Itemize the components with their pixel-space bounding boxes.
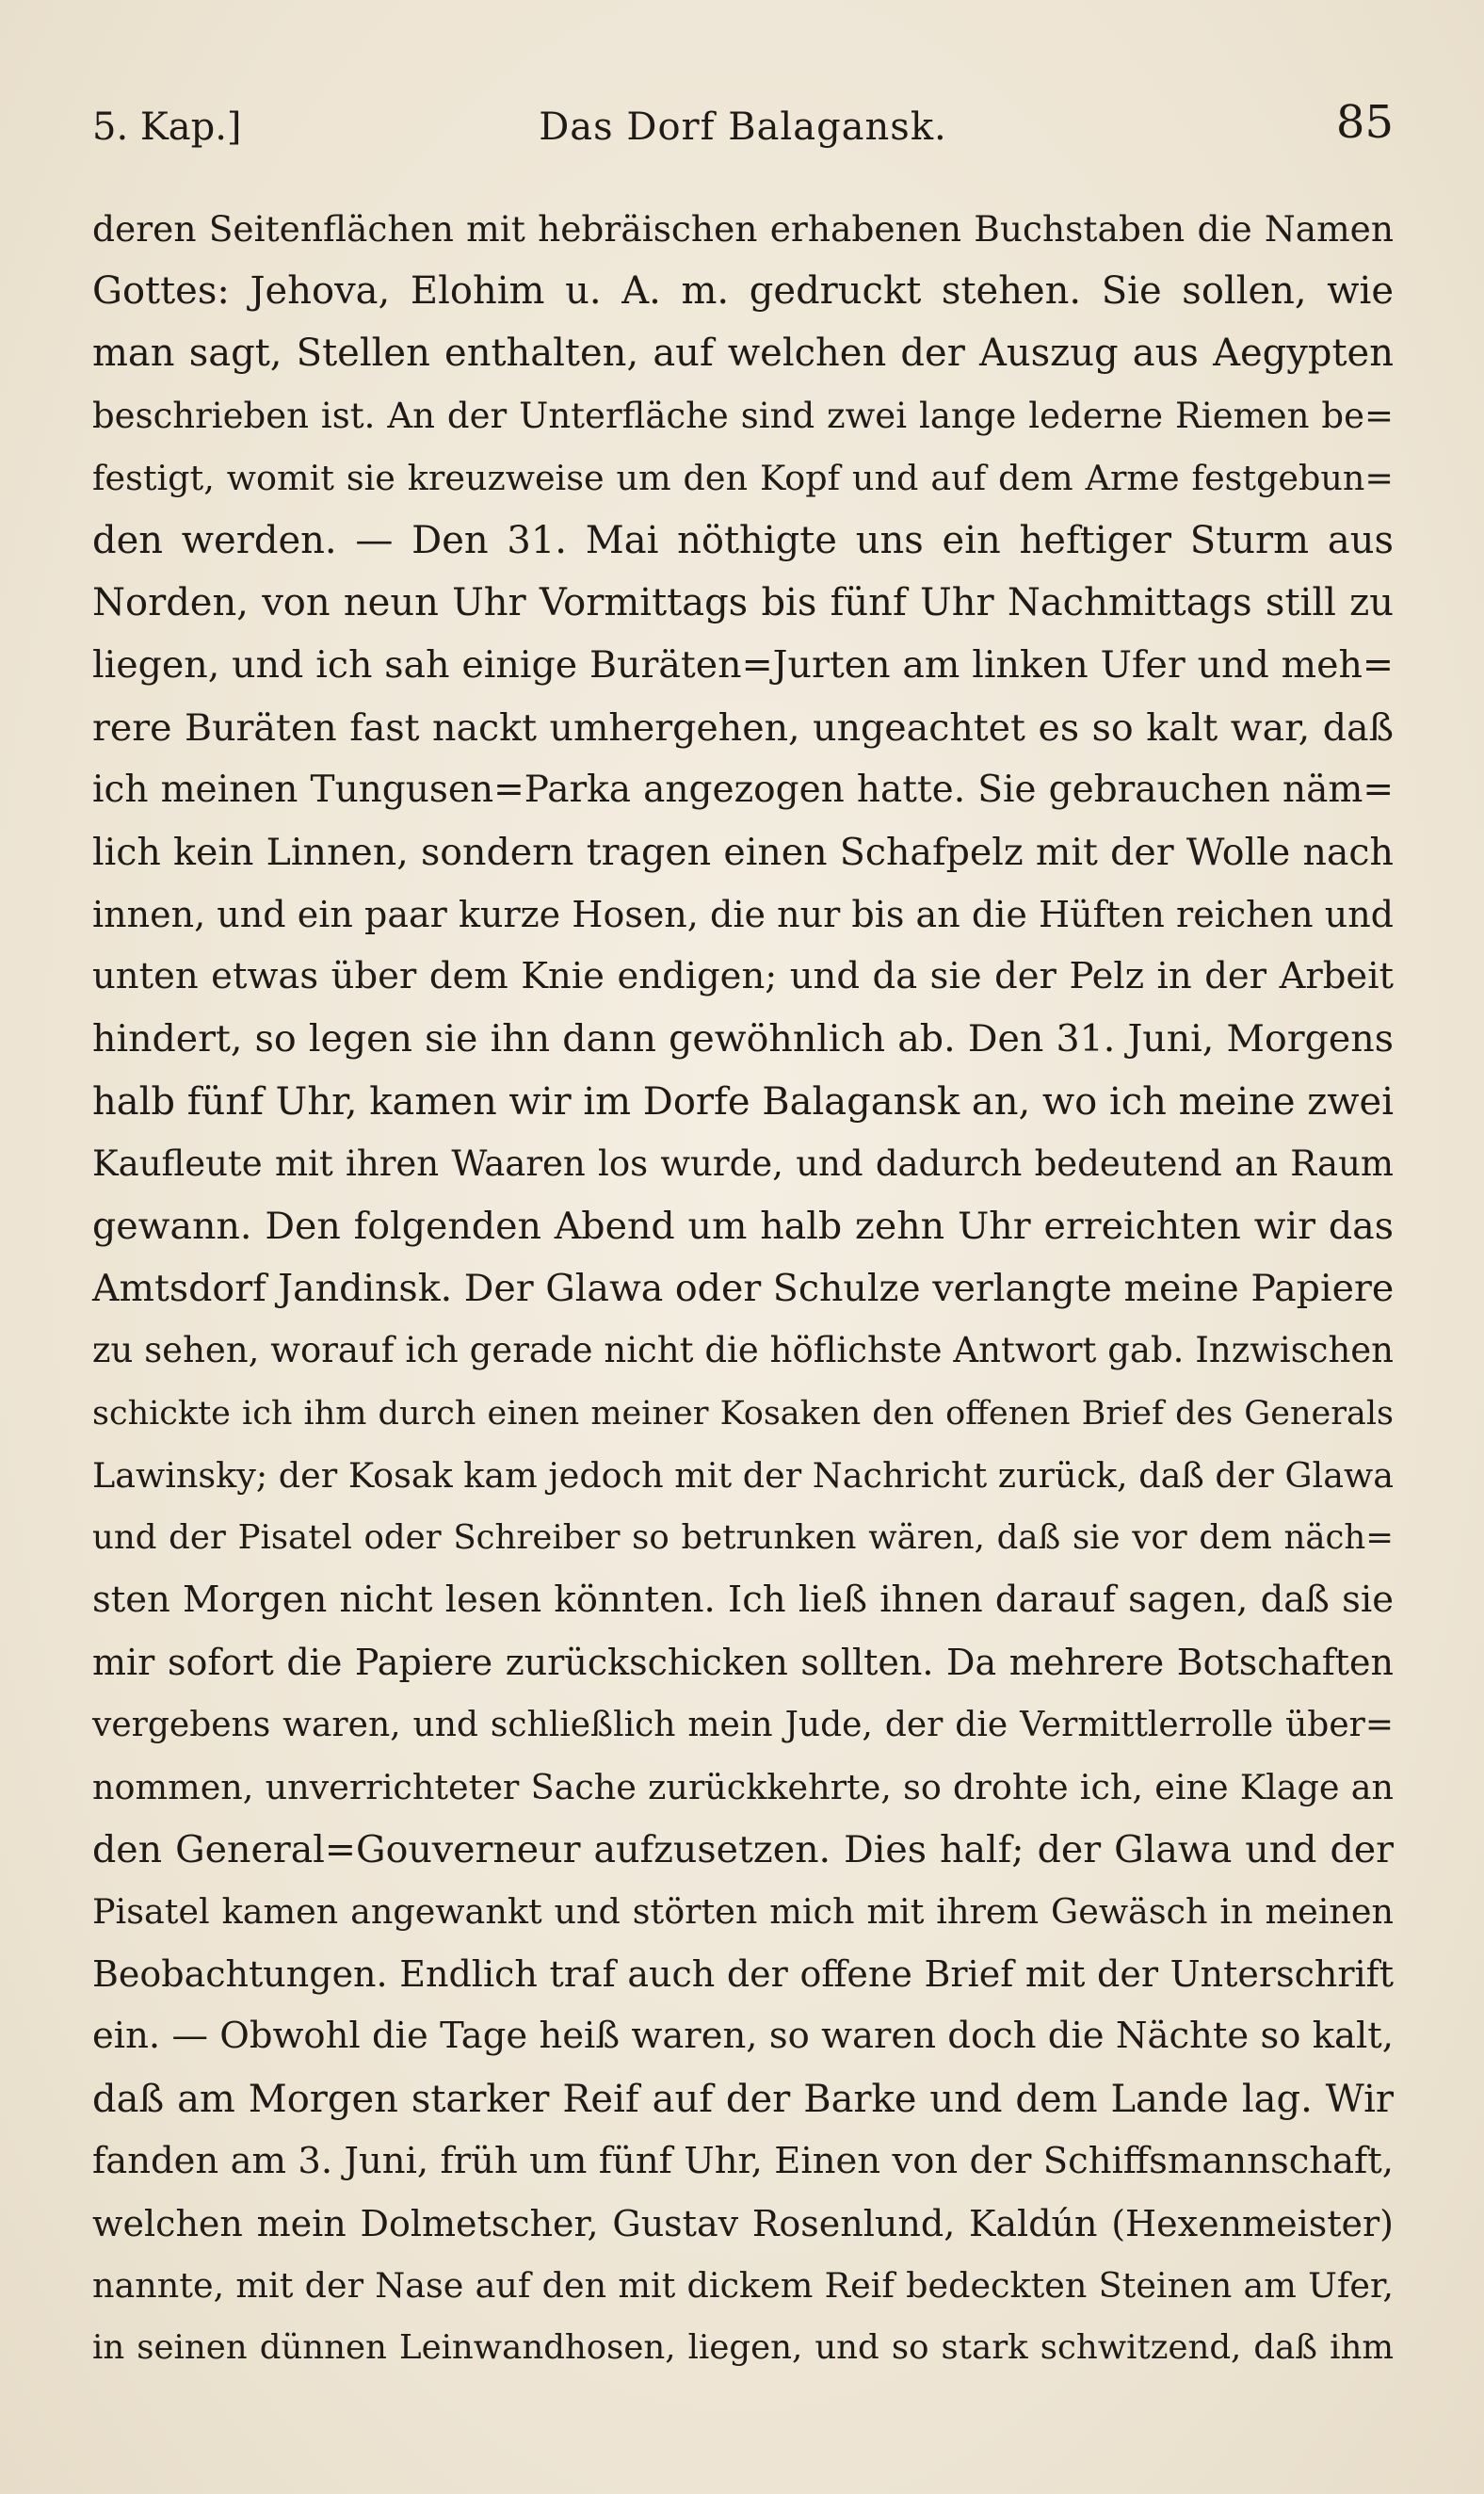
text-line: in seinen dünnen Leinwandhosen, liegen, und so stark schwitzend, daß ihm — [92, 2328, 1394, 2368]
text-line: Lawinsky; der Kosak kam jedoch mit der Nachricht zurück, daß der Glawa — [92, 1454, 1394, 1496]
body-text — [92, 198, 1394, 2380]
text-line: unten etwas über dem Knie endigen; und da sie der Pelz in der Arbeit — [92, 955, 1394, 998]
chapter-reference: 5. Kap.] — [92, 105, 242, 149]
running-title: Das Dorf Balagansk. — [539, 105, 947, 149]
text-line: den General=Gouverneur aufzusetzen. Dies half; der Glawa und der — [92, 1827, 1394, 1871]
text-line: ich meinen Tungusen=Parka angezogen hatte. Sie gebrauchen näm= — [92, 768, 1394, 811]
text-line: schickte ich ihm durch einen meiner Kosaken den offenen Brief des Generals — [92, 1394, 1394, 1433]
text-line: Amtsdorf Jandinsk. Der Glawa oder Schulze verlangte meine Papiere — [92, 1267, 1395, 1311]
text-line: Pisatel kamen angewankt und störten mich mit ihrem Gewäsch in meinen — [92, 1891, 1394, 1933]
text-line: mir sofort die Papiere zurückschicken sollten. Da mehrere Botschaften — [92, 1642, 1394, 1684]
text-line: lich kein Linnen, sondern tragen einen Schafpelz mit der Wolle nach — [92, 830, 1394, 874]
text-line: halb fünf Uhr, kamen wir im Dorfe Balagansk an, wo ich meine zwei — [92, 1079, 1394, 1124]
text-line: ein. — Obwohl die Tage heiß waren, so waren doch die Nächte so kalt, — [92, 2015, 1394, 2058]
text-line: Beobachtungen. Endlich traf auch der offene Brief mit der Unterschrift — [92, 1953, 1394, 1996]
text-line: vergebens waren, und schließlich mein Jude, der die Vermittlerrolle über= — [92, 1705, 1394, 1744]
text-line: deren Seitenflächen mit hebräischen erhabenen Buchstaben die Namen — [92, 208, 1394, 250]
text-line: nannte, mit der Nase auf den mit dickem Reif bedeckten Steinen am Ufer, — [92, 2265, 1394, 2307]
page-number: 85 — [1335, 96, 1394, 149]
text-line: rere Buräten fast nackt umhergehen, ungeachtet es so kalt war, daß — [92, 705, 1394, 750]
text-line: und der Pisatel oder Schreiber so betrunken wären, daß sie vor dem näch= — [92, 1517, 1394, 1557]
text-line: zu sehen, worauf ich gerade nicht die höflichste Antwort gab. Inzwischen — [92, 1330, 1394, 1371]
running-header — [92, 94, 1394, 160]
text-line: gewann. Den folgenden Abend um halb zehn Uhr erreichten wir das — [92, 1205, 1394, 1248]
text-line: hindert, so legen sie ihn dann gewöhnlich ab. Den 31. Juni, Morgens — [92, 1017, 1394, 1061]
text-line: beschrieben ist. An der Unterfläche sind zwei lange lederne Riemen be= — [92, 395, 1394, 436]
text-line: Kaufleute mit ihren Waaren los wurde, und dadurch bedeutend an Raum — [92, 1142, 1394, 1184]
text-line: daß am Morgen starker Reif auf der Barke und dem Lande lag. Wir — [92, 2077, 1394, 2121]
text-line: liegen, und ich sah einige Buräten=Jurten am linken Ufer und meh= — [92, 643, 1394, 688]
text-line: innen, und ein paar kurze Hosen, die nur bis an die Hüften reichen und — [92, 894, 1394, 936]
text-line: fanden am 3. Juni, früh um fünf Uhr, Einen von der Schiffsmannschaft, — [92, 2139, 1394, 2182]
text-line: welchen mein Dolmetscher, Gustav Rosenlund, Kaldún (Hexenmeister) — [92, 2203, 1394, 2244]
text-line: nommen, unverrichteter Sache zurückkehrte, so drohte ich, eine Klage an — [92, 1766, 1394, 1807]
text-line: festigt, womit sie kreuzweise um den Kopf und auf dem Arme festgebun= — [92, 457, 1394, 498]
text-line: den werden. — Den 31. Mai nöthigte uns ein heftiger Sturm aus — [92, 518, 1394, 562]
text-line: man sagt, Stellen enthalten, auf welchen der Auszug aus Aegypten — [92, 332, 1394, 376]
text-line: sten Morgen nicht lesen könnten. Ich ließ ihnen darauf sagen, daß sie — [92, 1579, 1394, 1622]
text-line: Norden, von neun Uhr Vormittags bis fünf Uhr Nachmittags still zu — [92, 581, 1394, 625]
text-line: Gottes: Jehova, Elohim u. A. m. gedruckt stehen. Sie sollen, wie — [92, 269, 1394, 314]
